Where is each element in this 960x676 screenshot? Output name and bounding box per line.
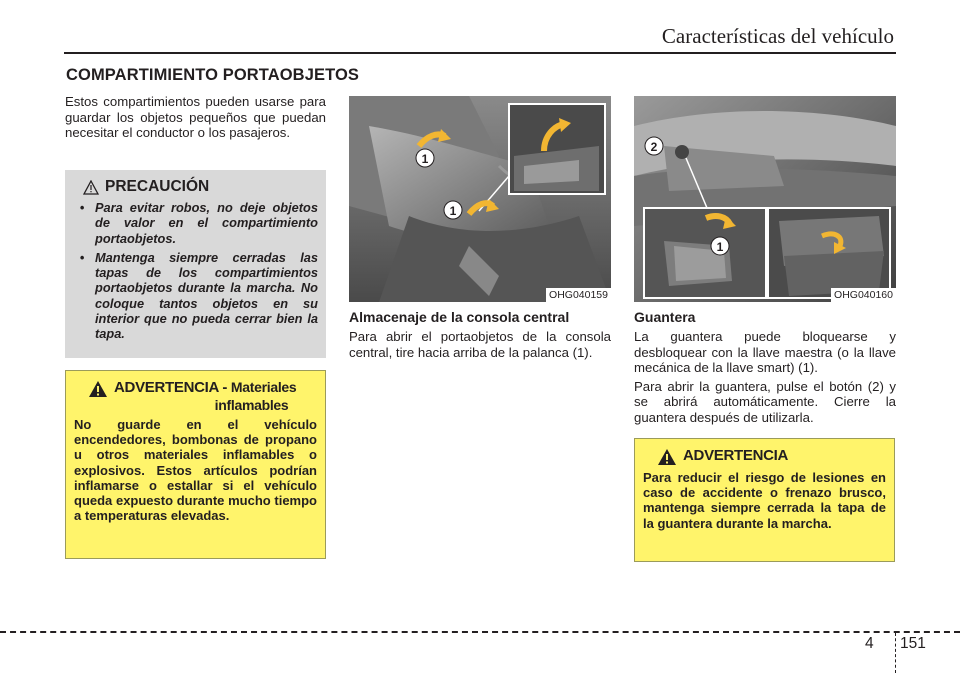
caution-header — [83, 178, 318, 196]
callout-1-bottom — [444, 201, 462, 219]
glovebox-illustration — [634, 96, 896, 302]
glovebox-paragraph: La guantera puede bloquearse y desbloquear con la llave maestra (o la llave mecánica de la llave smart) (1). — [634, 329, 896, 376]
caution-triangle-icon — [83, 180, 99, 195]
warning-glovebox-box — [634, 438, 895, 562]
callout-2 — [645, 137, 663, 155]
callout-label: 1 — [716, 240, 724, 254]
console-text: Para abrir el portaobjetos de la consola central, tire hacia arriba de la palanca (1). — [349, 329, 611, 360]
console-illustration — [349, 96, 611, 302]
caution-item-text: Para evitar robos, no deje objetos de valor en el compartimiento portaobjetos. — [95, 200, 318, 246]
header-rule — [64, 52, 896, 54]
glovebox-image — [634, 96, 896, 302]
caution-list — [73, 200, 318, 342]
chapter-number: 4 — [865, 635, 874, 652]
bullet: • — [79, 249, 85, 265]
warning-flammable-label: ADVERTENCIA - — [114, 379, 231, 396]
warning-glovebox-header — [657, 447, 886, 466]
warning-flammable-sub1: Materiales — [230, 379, 297, 395]
glovebox-text — [634, 329, 896, 429]
header-title: Características del vehículo — [661, 24, 894, 48]
caution-title: PRECAUCIÓN — [105, 178, 210, 195]
warning-flammable-sub2: inflamables — [214, 397, 289, 413]
callout-label: 1 — [449, 204, 457, 218]
warning-triangle-icon — [88, 380, 108, 398]
console-heading: Almacenaje de la consola central — [349, 309, 570, 325]
callout-label: 1 — [421, 152, 429, 166]
caution-item — [73, 200, 318, 246]
warning-glovebox-label: ADVERTENCIA — [683, 447, 789, 464]
glovebox-paragraph: Para abrir la guantera, pulse el botón (2) y se abrirá automáticamente. Cierre la guantera después de utilizarla. — [634, 378, 896, 425]
warning-flammable-header — [88, 379, 317, 413]
glovebox-heading: Guantera — [634, 309, 696, 325]
warning-glovebox-text: Para reducir el riesgo de lesiones en caso de accidente o frenazo brusco, mantenga siempre cerrada la tapa de la guantera durante la marcha. — [643, 470, 886, 531]
footer-rule — [0, 631, 960, 633]
warning-triangle-icon — [657, 448, 677, 466]
callout-1-top — [416, 149, 434, 167]
warning-flammable-text: No guarde en el vehículo encendedores, bombonas de propano u otros materiales inflamables o explosivos. Estos artículos podrían inflamarse o estallar si el vehículo queda expuesto durante mucho tiempo a temperaturas elevadas. — [74, 417, 317, 524]
bullet: • — [79, 200, 85, 215]
caution-box — [65, 170, 326, 358]
warning-flammable-box — [65, 370, 326, 559]
console-storage-image — [349, 96, 611, 302]
caution-item — [73, 250, 318, 342]
intro-paragraph: Estos compartimientos pueden usarse para guardar los objetos pequeños que puedan necesitar el conductor o los pasajeros. — [65, 94, 326, 141]
page-number: 151 — [900, 635, 926, 652]
image-code: OHG040160 — [831, 288, 896, 302]
caution-item-text: Mantenga siempre cerradas las tapas de los compartimientos portaobjetos durante la marcha. No coloque tantos objetos en su interior que no pueda cerrar bien la tapa. — [95, 249, 318, 342]
callout-label: 2 — [650, 140, 658, 154]
page-separator — [895, 633, 896, 673]
section-title: COMPARTIMIENTO PORTAOBJETOS — [66, 66, 359, 84]
image-code: OHG040159 — [546, 288, 611, 302]
callout-1 — [711, 237, 729, 255]
